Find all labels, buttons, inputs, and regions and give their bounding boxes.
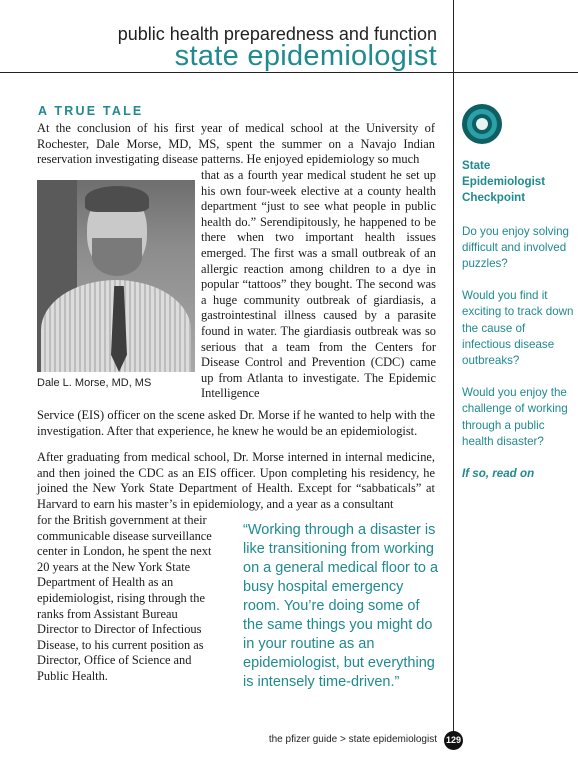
paragraph-2-left: for the British government at their communicable disease surveillance center in London, he spent the next 20 years at the New York State Department of Health as an epidemiologist, rising through the ranks from Assistant Bureau Director to Director of Infectious Disease, to his current position as Director, Office of Science and Public Health.	[37, 513, 212, 683]
photo-caption: Dale L. Morse, MD, MS	[37, 377, 152, 389]
target-icon	[462, 104, 502, 144]
sidebar-question-1: Do you enjoy solving difficult and involved puzzles?	[462, 224, 569, 271]
target-icon-center	[476, 118, 488, 130]
header-subtitle: public health preparedness and function	[117, 24, 437, 44]
checkpoint-sidebar	[462, 158, 574, 482]
vertical-rule	[453, 0, 454, 740]
sidebar-question-2: Would you find it exciting to track down the cause of infectious disease outbreaks?	[462, 289, 574, 368]
page-number: 129	[444, 731, 463, 750]
footer-running-text: the pfizer guide > state epidemiologist	[268, 734, 437, 745]
photo-beard	[92, 238, 142, 276]
photo-hair	[85, 186, 149, 212]
portrait-photo	[37, 180, 195, 372]
paragraph-2-top: After graduating from medical school, Dr. Morse interned in internal medicine, and then joined the CDC as an EIS officer. Upon completing his residency, he joined the New York State Department of Health. Except for “sabbaticals” at Harvard to earn his master’s in epidemiology, and a year as a consultant	[37, 450, 435, 511]
section-heading: A TRUE TALE	[38, 104, 144, 118]
sidebar-read-on: If so, read on	[462, 467, 535, 481]
pull-quote: “Working through a disaster is like transitioning from working on a general medical floor to a busy hospital emergency room. You’re doing some of the same things you might do in your routine as an epidemiologist, but everything is intensely time-driven.”	[243, 522, 439, 690]
sidebar-question-3: Would you enjoy the challenge of working through a public health disaster?	[462, 386, 568, 448]
sidebar-title: State Epidemiologist Checkpoint	[462, 159, 546, 205]
header-title: state epidemiologist	[174, 40, 437, 72]
paragraph-1-top: At the conclusion of his first year of medical school at the University of Rochester, Dale Morse, MD, MS, spent the summer on a Navajo Indian reservation investigating disease patterns. He enjoyed epidemiology so much	[37, 121, 435, 167]
paragraph-1-tail: Service (EIS) officer on the scene asked Dr. Morse if he wanted to help with the investigation. After that experience, he knew he would be an epidemiologist.	[37, 408, 435, 438]
paragraph-1-wrap: that as a fourth year medical student he set up his own four-week elective at a county health department “just to see what people in public health do.” Serendipitously, he happened to be there when two important health issues emerged. The first was a small outbreak of an allergic reaction among children to a dye in popular “tattoos” they bought. The second was a huge community outbreak of giardiasis, a gastrointestinal illness caused by a parasite found in water. The giardiasis outbreak was so serious that a team from the Centers for Disease Control and Prevention (CDC) came up from Atlanta to investigate. The Epidemic Intelligence	[201, 168, 436, 401]
